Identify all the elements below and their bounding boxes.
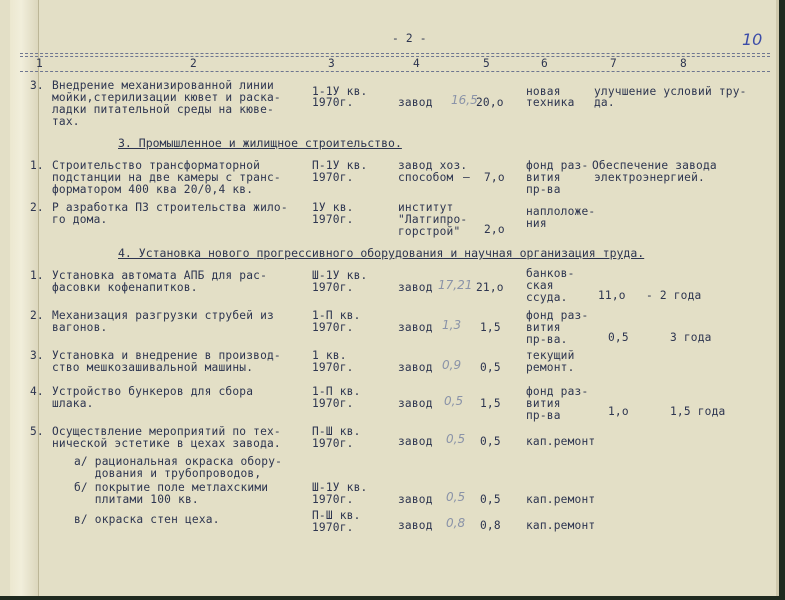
row-period: 1970г. (312, 281, 354, 294)
handwritten-amount: 0,5 (446, 432, 466, 446)
row-desc-line: Устройство бункеров для сбора (52, 385, 254, 398)
row-period: 1970г. (312, 361, 354, 374)
row-period: 1-П кв. (312, 309, 361, 322)
row-desc-line: фасовки кофенапитков. (52, 281, 198, 294)
row-source: текущий (526, 349, 575, 362)
row-period: 1970г. (312, 213, 354, 226)
row-source: кап.ремонт (526, 519, 596, 532)
row-desc-line: Строительство трансформаторной (52, 159, 261, 172)
page-number: - 2 - (392, 32, 427, 45)
row-amount: 0,5 (480, 361, 501, 374)
row-payback-term: 3 года (670, 331, 712, 344)
row-amount: 0,8 (480, 519, 501, 532)
handwritten-amount: 0,5 (446, 490, 466, 504)
row-desc-line: тах. (52, 115, 80, 128)
row-period: 1970г. (312, 171, 354, 184)
row-source: ская (526, 279, 554, 292)
col-header-2: 2 (190, 57, 197, 70)
row-number: 3. (30, 349, 44, 362)
row-source: кап.ремонт (526, 493, 596, 506)
subitem-desc-line: б/ покрытие поле метлахскими (74, 481, 269, 494)
row-period: 1970г. (312, 493, 354, 506)
row-amount: 0,5 (480, 493, 501, 506)
row-desc-line: Установка автомата АПБ для рас- (52, 269, 267, 282)
row-period: Ш-1У кв. (312, 269, 368, 282)
row-source: ния (526, 217, 547, 230)
dash-mark: — (463, 171, 470, 184)
row-period: П-1У кв. (312, 159, 368, 172)
row-executor: завод (398, 361, 433, 374)
row-number: 2. (30, 309, 44, 322)
row-executor: способом (398, 171, 454, 184)
row-payback-cost: 11,о (598, 289, 626, 302)
row-source: вития (526, 171, 561, 184)
row-desc-line: вагонов. (52, 321, 108, 334)
row-source: пр-ва (526, 183, 561, 196)
row-source: фонд раз- (526, 385, 589, 398)
row-desc-line: форматором 400 ква 20/0,4 кв. (52, 183, 254, 196)
row-source: фонд раз- (526, 159, 589, 172)
row-number: 1. (30, 269, 44, 282)
row-amount: 0,5 (480, 435, 501, 448)
row-executor: завод (398, 435, 433, 448)
subitem-desc-line: плитами 100 кв. (74, 493, 199, 506)
row-payback-term: 1,5 года (670, 405, 726, 418)
row-amount: 2,о (484, 223, 505, 236)
row-desc-line: Механизация разгрузки струбей из (52, 309, 274, 322)
subitem-desc-line: а/ рациональная окраска обору- (74, 455, 283, 468)
row-period: 1970г. (312, 437, 354, 450)
row-executor: горстрой" (398, 225, 461, 238)
row-desc-line: шлака. (52, 397, 94, 410)
row-source: фонд раз- (526, 309, 589, 322)
row-source: новая (526, 85, 561, 98)
row-payback-cost: 1,о (608, 405, 629, 418)
header-rule-bottom (20, 71, 770, 72)
row-period: 1970г. (312, 397, 354, 410)
row-executor: завод (398, 96, 433, 109)
row-executor: завод хоз. (398, 159, 468, 172)
handwritten-page-number: 10 (742, 30, 763, 49)
header-rule-top (20, 53, 770, 54)
row-source: наплоложе- (526, 205, 596, 218)
row-executor: завод (398, 397, 433, 410)
row-amount: 7,о (484, 171, 505, 184)
row-source: вития (526, 397, 561, 410)
row-source: банков- (526, 267, 575, 280)
section-heading-3: 3. Промышленное и жилищное строительство. (118, 136, 402, 150)
row-desc-line: нической эстетике в цехах завода. (52, 437, 281, 450)
col-header-1: 1 (36, 57, 43, 70)
col-header-3: 3 (328, 57, 335, 70)
row-period: 1-П кв. (312, 385, 361, 398)
row-desc-line: Установка и внедрение в производ- (52, 349, 281, 362)
col-header-5: 5 (483, 57, 490, 70)
row-executor: завод (398, 321, 433, 334)
row-number: 2. (30, 201, 44, 214)
row-source: вития (526, 321, 561, 334)
section-heading-4: 4. Установка нового прогрессивного оборудования и научная организация труда. (118, 246, 645, 260)
row-source: техника (526, 96, 575, 109)
row-period: Ш-1У кв. (312, 481, 368, 494)
header-rule-top2 (20, 56, 770, 57)
handwritten-amount: 0,9 (442, 358, 462, 372)
subitem-desc-line: в/ окраска стен цеха. (74, 513, 220, 526)
row-period: П-Ш кв. (312, 425, 361, 438)
row-source: ссуда. (526, 291, 568, 304)
row-desc-line: Р азработка ПЗ строительства жило- (52, 201, 288, 214)
row-desc-line: го дома. (52, 213, 108, 226)
handwritten-amount: 1,3 (442, 318, 462, 332)
row-desc-line: Осуществление мероприятий по тех- (52, 425, 281, 438)
row-source: ремонт. (526, 361, 575, 374)
row-source: пр-ва. (526, 333, 568, 346)
row-period: П-Ш кв. (312, 509, 361, 522)
row-period: 1970г. (312, 321, 354, 334)
row-payback-term: - 2 года (646, 289, 702, 302)
row-desc-line: ство мешкозашивальной машины. (52, 361, 254, 374)
row-desc-line: мойки,стерилизации кювет и раска- (52, 91, 281, 104)
row-desc-line: Внедрение механизированной линии (52, 79, 274, 92)
col-header-4: 4 (413, 57, 420, 70)
row-amount: 20,о (476, 96, 504, 109)
row-number: 5. (30, 425, 44, 438)
row-amount: 1,5 (480, 321, 501, 334)
row-number: 4. (30, 385, 44, 398)
row-executor: институт (398, 201, 454, 214)
handwritten-amount: 16,5 (451, 93, 478, 107)
row-source: кап.ремонт (526, 435, 596, 448)
row-period: 1У кв. (312, 201, 354, 214)
row-number: 1. (30, 159, 44, 172)
row-executor: завод (398, 519, 433, 532)
row-executor: завод (398, 281, 433, 294)
row-amount: 1,5 (480, 397, 501, 410)
row-effect: да. (594, 96, 615, 109)
row-executor: завод (398, 493, 433, 506)
row-payback-cost: 0,5 (608, 331, 629, 344)
row-period: 1-1У кв. (312, 85, 368, 98)
row-effect: электроэнергией. (594, 171, 705, 184)
row-effect: Обеспечение завода (592, 159, 717, 172)
row-amount: 21,о (476, 281, 504, 294)
row-source: пр-ва (526, 409, 561, 422)
row-executor: "Латгипро- (398, 213, 468, 226)
row-desc-line: ладки питательной среды на кюве- (52, 103, 274, 116)
col-header-8: 8 (680, 57, 687, 70)
col-header-7: 7 (610, 57, 617, 70)
row-period: 1970г. (312, 96, 354, 109)
handwritten-amount: 0,8 (446, 516, 466, 530)
col-header-6: 6 (541, 57, 548, 70)
row-desc-line: подстанции на две камеры с транс- (52, 171, 281, 184)
row-number: 3. (30, 79, 44, 92)
subitem-desc-line: дования и трубопроводов, (74, 467, 262, 480)
row-period: 1 кв. (312, 349, 347, 362)
handwritten-amount: 17,21 (438, 278, 473, 292)
row-period: 1970г. (312, 521, 354, 534)
handwritten-amount: 0,5 (444, 394, 464, 408)
row-effect: улучшение условий тру- (594, 85, 747, 98)
